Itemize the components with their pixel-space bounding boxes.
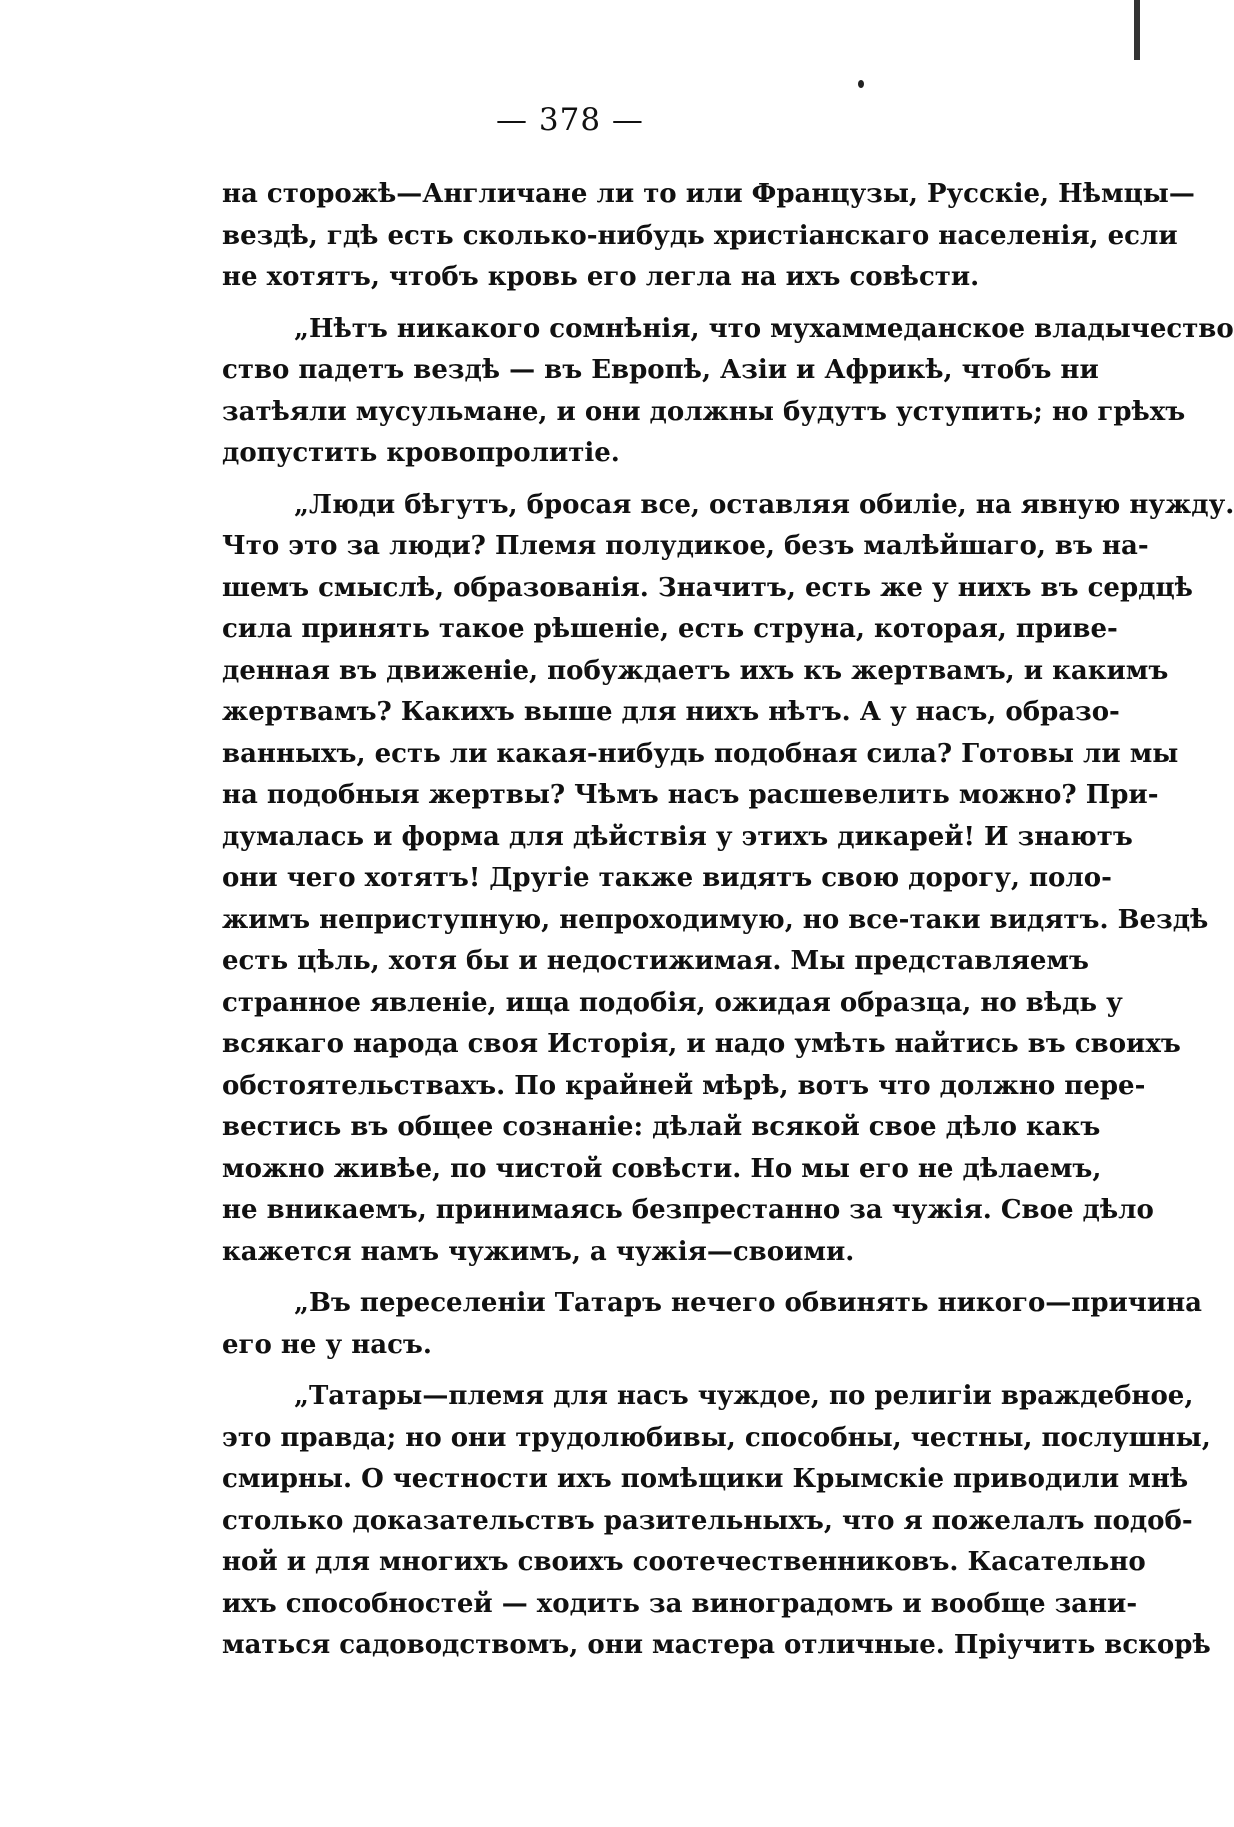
text-line: сила принять такое рѣшеніе, есть струна, которая, приве- (222, 614, 1118, 644)
text-line: его не у насъ. (222, 1329, 432, 1360)
text-line: шемъ смыслѣ, образованія. Значитъ, есть же у нихъ въ сердцѣ (222, 572, 1193, 603)
text-line: не вникаемъ, принимаясь безпрестанно за чужія. Свое дѣло (222, 1195, 1154, 1225)
text-line: „Въ переселеніи Татаръ нечего обвинять никого—причина (294, 1288, 1202, 1318)
paragraph (222, 174, 1195, 299)
text-line: жертвамъ? Какихъ выше для нихъ нѣтъ. А у насъ, образо- (222, 697, 1120, 727)
text-line: думалась и форма для дѣйствія у этихъ дикарей! И знаютъ (222, 821, 1133, 852)
text-line: это правда; но они трудолюбивы, способны, честны, послушны, (222, 1422, 1211, 1453)
text-line: смирны. О честности ихъ помѣщики Крымскіе приводили мнѣ (222, 1464, 1189, 1494)
text-line: на сторожѣ—Англичане ли то или Французы, Русскіе, Нѣмцы— (222, 179, 1195, 209)
text-line: ство падетъ вездѣ — въ Европѣ, Азіи и Африкѣ, чтобъ ни (222, 355, 1099, 385)
text-line: странное явленіе, ища подобія, ожидая образца, но вѣдь у (222, 987, 1123, 1018)
text-line: можно живѣе, по чистой совѣсти. Но мы его не дѣлаемъ, (222, 1153, 1102, 1184)
text-line: столько доказательствъ разительныхъ, что я пожелалъ подоб- (222, 1505, 1193, 1536)
text-line: есть цѣль, хотя бы и недостижимая. Мы представляемъ (222, 946, 1089, 976)
text-line: вездѣ, гдѣ есть сколько-нибудь христіанскаго населенія, если (222, 220, 1178, 251)
text-line: обстоятельствахъ. По крайней мѣрѣ, вотъ что должно пере- (222, 1070, 1146, 1101)
scan-speck (858, 80, 864, 88)
body-text (222, 174, 1234, 1667)
text-line: маться садоводствомъ, они мастера отличные. Пріучить вскорѣ (222, 1630, 1211, 1660)
text-line: денная въ движеніе, побуждаетъ ихъ къ жертвамъ, и какимъ (222, 655, 1169, 686)
paragraph (222, 309, 1234, 475)
paragraph (222, 1283, 1202, 1366)
text-line: всякаго народа своя Исторія, и надо умѣть найтись въ своихъ (222, 1029, 1181, 1059)
text-line: „Нѣтъ никакого сомнѣнія, что мухаммеданское владычество (294, 313, 1234, 344)
text-line: затѣяли мусульмане, и они должны будутъ уступить; но грѣхъ (222, 396, 1186, 427)
text-line: они чего хотятъ! Другіе также видятъ свою дорогу, поло- (222, 863, 1112, 893)
paragraph (222, 1376, 1211, 1667)
text-line: допустить кровопролитіе. (222, 438, 620, 468)
page-number: — 378 — (496, 102, 644, 138)
text-line: ихъ способностей — ходить за виноградомъ и вообще зани- (222, 1588, 1138, 1619)
text-line: на подобныя жертвы? Чѣмъ насъ расшевелить можно? При- (222, 780, 1159, 810)
text-line: жимъ неприступную, непроходимую, но все-таки видятъ. Вездѣ (222, 904, 1209, 935)
scan-edge-mark (1134, 0, 1140, 60)
text-line: вестись въ общее сознаніе: дѣлай всякой свое дѣло какъ (222, 1112, 1101, 1142)
paragraph (222, 485, 1234, 1274)
text-line: Что это за люди? Племя полудикое, безъ малѣйшаго, въ на- (222, 531, 1149, 561)
text-line: ванныхъ, есть ли какая-нибудь подобная сила? Готовы ли мы (222, 738, 1179, 769)
text-line: кажется намъ чужимъ, а чужія—своими. (222, 1236, 855, 1267)
text-line: „Татары—племя для насъ чуждое, по религіи враждебное, (294, 1381, 1194, 1411)
text-line: не хотятъ, чтобъ кровь его легла на ихъ совѣсти. (222, 262, 980, 292)
text-line: „Люди бѣгутъ, бросая все, оставляя обиліе, на явную нужду. (294, 489, 1234, 520)
text-line: ной и для многихъ своихъ соотечественниковъ. Касательно (222, 1547, 1146, 1577)
